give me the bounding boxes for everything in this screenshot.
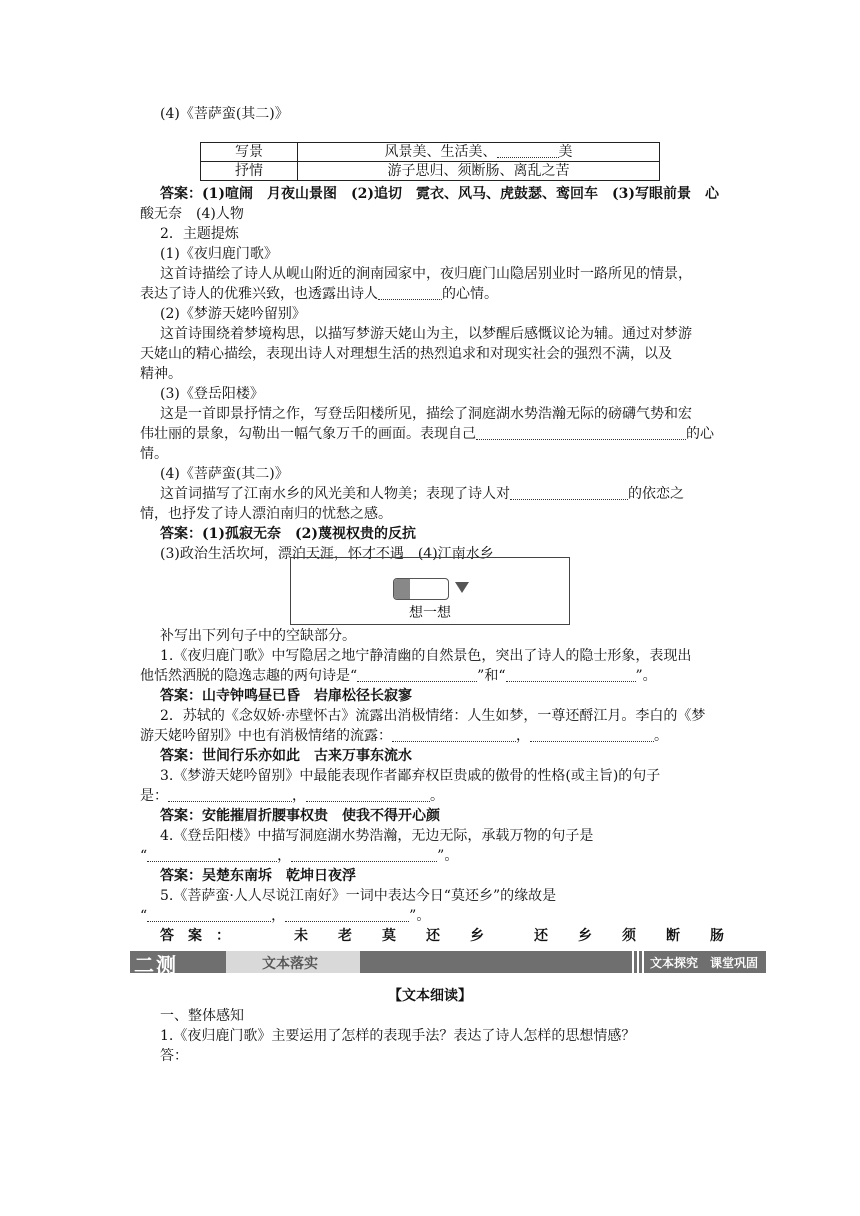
- p4-line-1: 这首词描写了江南水乡的风光美和人物美；表现了诗人对 的依恋之: [160, 486, 684, 502]
- table-row: [201, 162, 660, 181]
- f3-line-2: 是： ， 。: [140, 788, 444, 804]
- fill-blank[interactable]: [306, 787, 430, 802]
- fill-blank[interactable]: [530, 727, 654, 742]
- f1-line-2: 他恬然洒脱的隐逸志趣的两句诗是“ ”和“ ”。: [140, 668, 657, 684]
- fill-blank[interactable]: [291, 847, 437, 862]
- banner-stripe: [632, 951, 634, 973]
- fill-blank[interactable]: [147, 907, 271, 922]
- fill-blank[interactable]: [378, 285, 442, 300]
- fill-blank[interactable]: [476, 425, 686, 440]
- p2-line-2: 天姥山的精心描绘，表现出诗人对理想生活的热烈追求和对现实社会的强烈不满，以及: [140, 346, 672, 362]
- p3-line-1: 这是一首即景抒情之作，写登岳阳楼所见，描绘了洞庭湖水势浩瀚无际的磅礴气势和宏: [160, 406, 692, 422]
- table-cell-key: 写景: [201, 143, 298, 162]
- p2-line-3: 精神。: [140, 366, 182, 382]
- table-cell-value: 风景美、生活美、 美: [298, 143, 660, 162]
- f3-line-1: 3.《梦游天姥吟留别》中最能表现作者鄙弃权臣贵戚的傲骨的性格(或主旨)的句子: [160, 768, 661, 784]
- toggle-knob: [394, 579, 410, 599]
- f2-answer: 答案：世间行乐亦如此 古来万事东流水: [160, 748, 412, 764]
- fill-intro: 补写出下列句子中的空缺部分。: [160, 628, 356, 644]
- subsection-title: 一、整体感知: [160, 1008, 244, 1024]
- f1-line-1: 1.《夜归鹿门歌》中写隐居之地宁静清幽的自然景色，突出了诗人的隐士形象，表现出: [160, 648, 692, 664]
- triangle-down-icon[interactable]: [455, 582, 469, 593]
- f5-answer: 答案： 未老莫还乡 还乡须断肠: [160, 928, 754, 944]
- banner-subtitle: 文本探究 课堂巩固 训练更精准: [650, 956, 771, 987]
- f4-answer: 答案：吴楚东南坼 乾坤日夜浮: [160, 868, 356, 884]
- table-cell-key: 抒情: [201, 162, 298, 181]
- p3-line-2: 伟壮丽的景象，勾勒出一幅气象万千的画面。表现自己 的心: [140, 426, 714, 442]
- f2-line-1: 2．苏轼的《念奴娇·赤壁怀古》流露出消极情绪：人生如梦，一尊还酹江月。李白的《梦: [160, 708, 706, 724]
- answer-2-line-1: 答案：(1)孤寂无奈 (2)蔑视权贵的反抗: [160, 526, 416, 542]
- f5-line-2: “ ， ”。: [140, 908, 431, 924]
- fill-blank[interactable]: [357, 667, 477, 682]
- fill-blank[interactable]: [285, 907, 409, 922]
- f3-answer: 答案：安能摧眉折腰事权贵 使我不得开心颜: [160, 808, 440, 824]
- p4-title: (4)《菩萨蛮(其二)》: [160, 466, 289, 482]
- answer-1-line-2: 酸无奈 (4)人物: [140, 206, 244, 222]
- banner-stripe: [642, 951, 644, 973]
- section-title: 【文本细读】: [388, 988, 472, 1004]
- p3-line-3: 情。: [140, 446, 168, 462]
- think-label: 想一想: [409, 605, 451, 621]
- fill-blank[interactable]: [506, 667, 636, 682]
- f4-line-1: 4.《登岳阳楼》中描写洞庭湖水势浩瀚，无边无际，承载万物的句子是: [160, 828, 594, 844]
- section-banner: [130, 951, 771, 987]
- answer-1-line-1: 答案：(1)喧闹 月夜山景图 (2)追切 霓衣、风马、虎鼓瑟、鸾回车 (3)写眼前景 心: [160, 186, 719, 202]
- heading-q4: (4)《菩萨蛮(其二)》: [160, 106, 289, 122]
- banner-number: 二测: [134, 953, 178, 977]
- p2-title: (2)《梦游天姥吟留别》: [160, 306, 306, 322]
- f2-line-2: 游天姥吟留别》中也有消极情绪的流露： ， 。: [140, 728, 668, 744]
- fill-blank[interactable]: [147, 847, 277, 862]
- fill-blank[interactable]: [168, 787, 292, 802]
- question-1: 1.《夜归鹿门歌》主要运用了怎样的表现手法？表达了诗人怎样的思想情感？: [160, 1028, 636, 1044]
- f4-line-2: “ ， ”。: [140, 848, 459, 864]
- fill-blank[interactable]: [392, 727, 516, 742]
- p4-line-2: 情，也抒发了诗人漂泊南归的忧愁之感。: [140, 506, 392, 522]
- p1-line-1: 这首诗描绘了诗人从岘山附近的涧南园家中，夜归鹿门山隐居别业时一路所见的情景，: [160, 266, 692, 282]
- banner-stripe: [637, 951, 639, 973]
- p3-title: (3)《登岳阳楼》: [160, 386, 264, 402]
- banner-title: 文本落实: [262, 956, 318, 972]
- summary-table: [200, 142, 660, 181]
- question-1-answer: 答：: [160, 1048, 188, 1064]
- section-2-title: 2．主题提炼: [160, 226, 239, 242]
- p2-line-1: 这首诗围绕着梦境构思，以描写梦游天姥山为主，以梦醒后感慨议论为辅。通过对梦游: [160, 326, 692, 342]
- fill-blank[interactable]: [497, 143, 559, 158]
- table-cell-value: 游子思归、须断肠、离乱之苦: [298, 162, 660, 181]
- banner-tab: [226, 951, 360, 973]
- fill-blank[interactable]: [510, 485, 628, 500]
- p1-title: (1)《夜归鹿门歌》: [160, 246, 278, 262]
- answer-2-line-2: (3)政治生活坎坷，漂泊天涯，怀才不遇 (4)江南水乡: [160, 546, 494, 562]
- f5-line-1: 5.《菩萨蛮·人人尽说江南好》一词中表达今日“莫还乡”的缘故是: [160, 888, 557, 904]
- p1-line-2: 表达了诗人的优雅兴致，也透露出诗人 的心情。: [140, 286, 498, 302]
- toggle-switch[interactable]: [393, 578, 449, 600]
- think-box: [290, 557, 570, 625]
- f1-answer: 答案：山寺钟鸣昼已昏 岩扉松径长寂寥: [160, 688, 412, 704]
- table-row: [201, 143, 660, 162]
